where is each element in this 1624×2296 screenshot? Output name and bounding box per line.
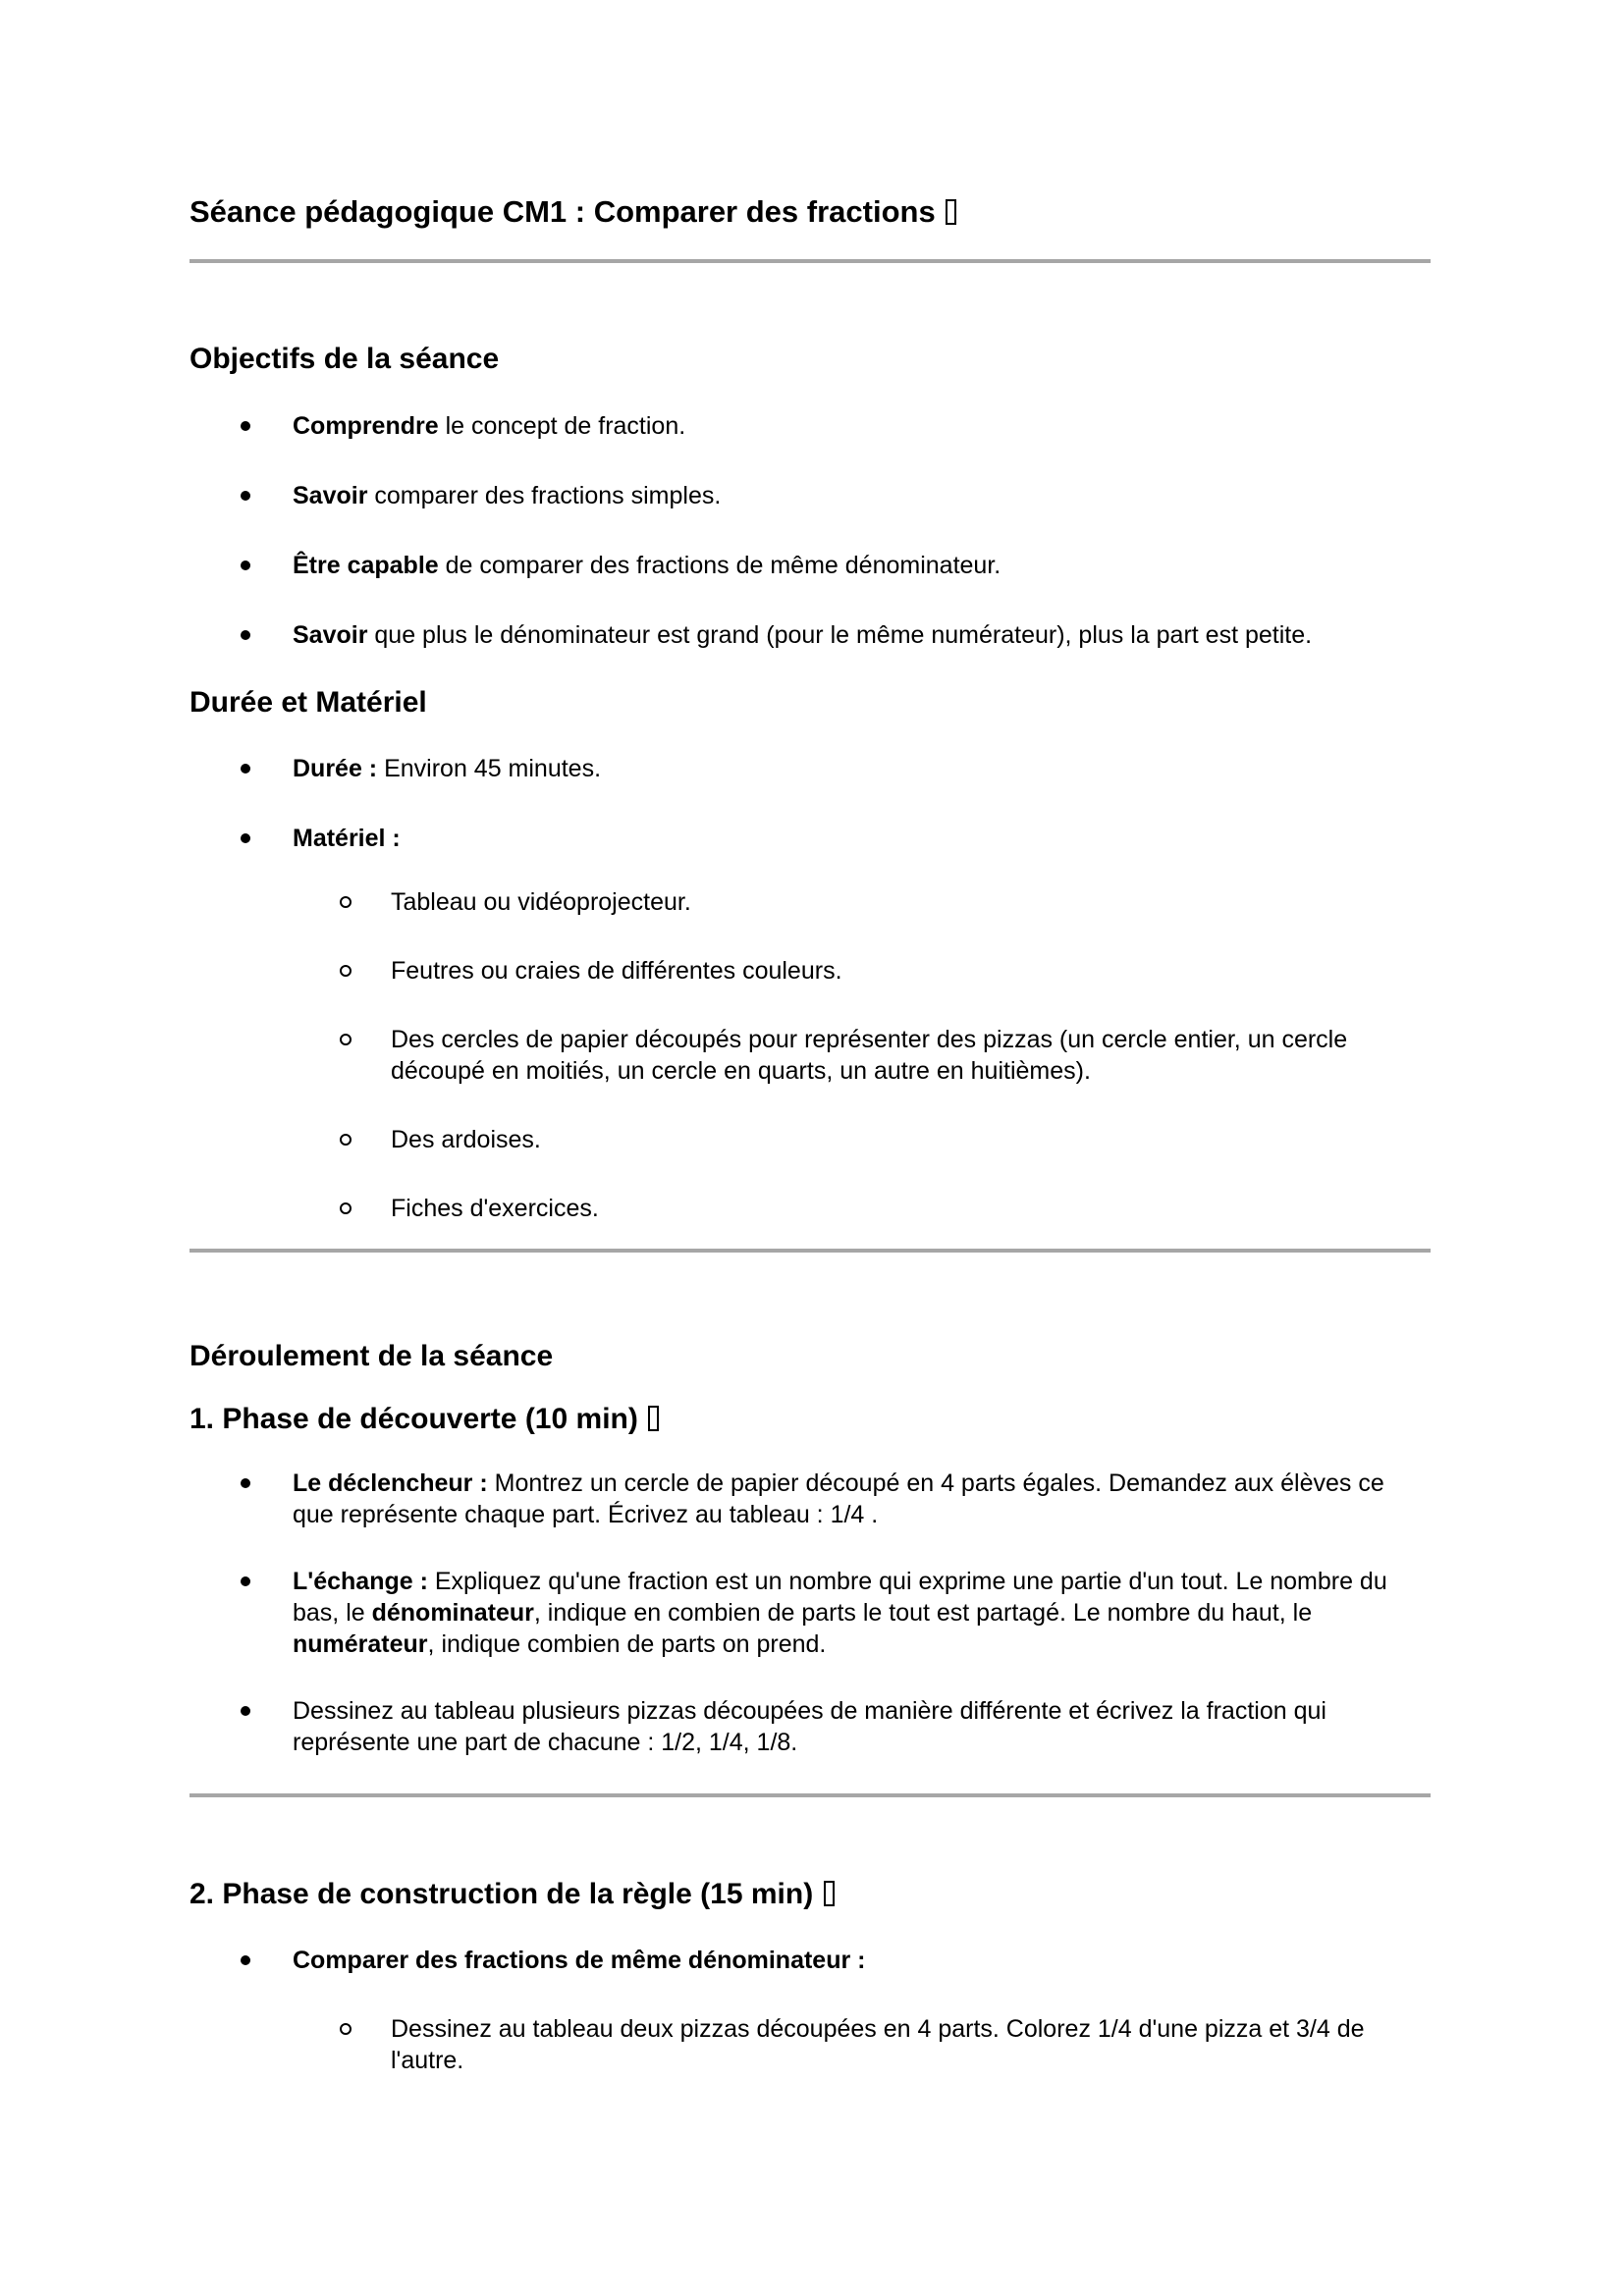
list-item [189,550,1431,581]
materiel-sub-list [293,886,1431,1224]
bold-text-run: Durée : [293,755,378,782]
bold-text-run: Comparer des fractions de même dénominateur : [293,1947,866,1974]
list-item [189,410,1431,442]
phase2-list [189,1945,1431,2076]
bold-text-run: numérateur [293,1630,428,1658]
horizontal-rule [189,259,1431,263]
text-run: , indique combien de parts on prend. [427,1630,827,1658]
bold-text-run: 2. Phase de construction de la règle (15 min) [189,1878,822,1910]
list-item [189,480,1431,511]
horizontal-rule [189,1793,1431,1797]
document-content [189,0,1431,2076]
bold-text-run: L'échange : [293,1568,428,1595]
bold-text-run: Comprendre [293,412,439,440]
list-item [189,1468,1431,1530]
bold-text-run: Savoir [293,621,368,649]
objectifs-list [189,410,1431,651]
text-run: , indique en combien de parts le tout est partagé. Le nombre du haut, le [533,1599,1313,1627]
bold-text-run: dénominateur [371,1599,534,1627]
horizontal-rule [189,1249,1431,1253]
section-heading-objectifs: Objectifs de la séance [189,343,500,375]
bold-text-run: Savoir [293,482,368,509]
missing-glyph-box [648,1406,659,1431]
list-item: Des ardoises. [293,1124,1431,1155]
bold-text-run: Être capable [293,552,439,579]
list-item: Feutres ou craies de différentes couleurs. [293,955,1431,987]
text-run: que plus le dénominateur est grand (pour le même numérateur), plus la part est petite. [367,621,1313,649]
list-item-label [293,1947,865,1974]
phase1-heading [189,1401,1431,1438]
phase2-heading [189,1876,1431,1913]
text-run: Environ 45 minutes. [377,755,602,782]
bold-text-run: Séance pédagogique CM1 : Comparer des fractions [189,194,945,229]
section-heading-deroulement: Déroulement de la séance [189,1340,554,1372]
missing-glyph-box [824,1881,835,1906]
section-heading-duree-materiel: Durée et Matériel [189,686,427,719]
list-item [189,1566,1431,1660]
list-item [189,619,1431,651]
bold-text-run: 1. Phase de découverte (10 min) [189,1403,647,1435]
missing-glyph-box [946,199,956,225]
list-item: Dessinez au tableau deux pizzas découpées en 4 parts. Colorez 1/4 d'une pizza et 3/4 de l'autre. [293,2013,1431,2076]
list-item-label [293,825,401,852]
list-item [189,1695,1431,1758]
bold-text-run: Matériel : [293,825,401,852]
phase1-list [189,1468,1431,1758]
list-item [189,1945,1431,2076]
duree-materiel-list [189,753,1431,1224]
list-item [189,753,1431,784]
text-run: de comparer des fractions de même dénominateur. [438,552,1001,579]
phase2-sub-list [293,2013,1431,2076]
bold-text-run: Le déclencheur : [293,1469,488,1497]
text-run: Montrez un cercle de papier découpé en 4 parts égales. Demandez aux élèves ce que représente chaque part. Écrivez au tableau : 1/4 . [293,1469,1384,1528]
document-title [189,193,1431,231]
list-item: Des cercles de papier découpés pour représenter des pizzas (un cercle entier, un cercle découpé en moitiés, un cercle en quarts, un autre en huitièmes). [293,1024,1431,1087]
text-run: Expliquez qu'une fraction est un nombre qui exprime une partie d'un tout. Le nombre du bas, le [293,1568,1387,1627]
text-run: Dessinez au tableau plusieurs pizzas découpées de manière différente et écrivez la fraction qui représente une part de chacune : 1/2, 1/4, 1/8. [293,1697,1326,1756]
list-item [189,823,1431,1224]
list-item: Fiches d'exercices. [293,1193,1431,1224]
text-run: comparer des fractions simples. [367,482,722,509]
list-item: Tableau ou vidéoprojecteur. [293,886,1431,918]
text-run: le concept de fraction. [438,412,686,440]
